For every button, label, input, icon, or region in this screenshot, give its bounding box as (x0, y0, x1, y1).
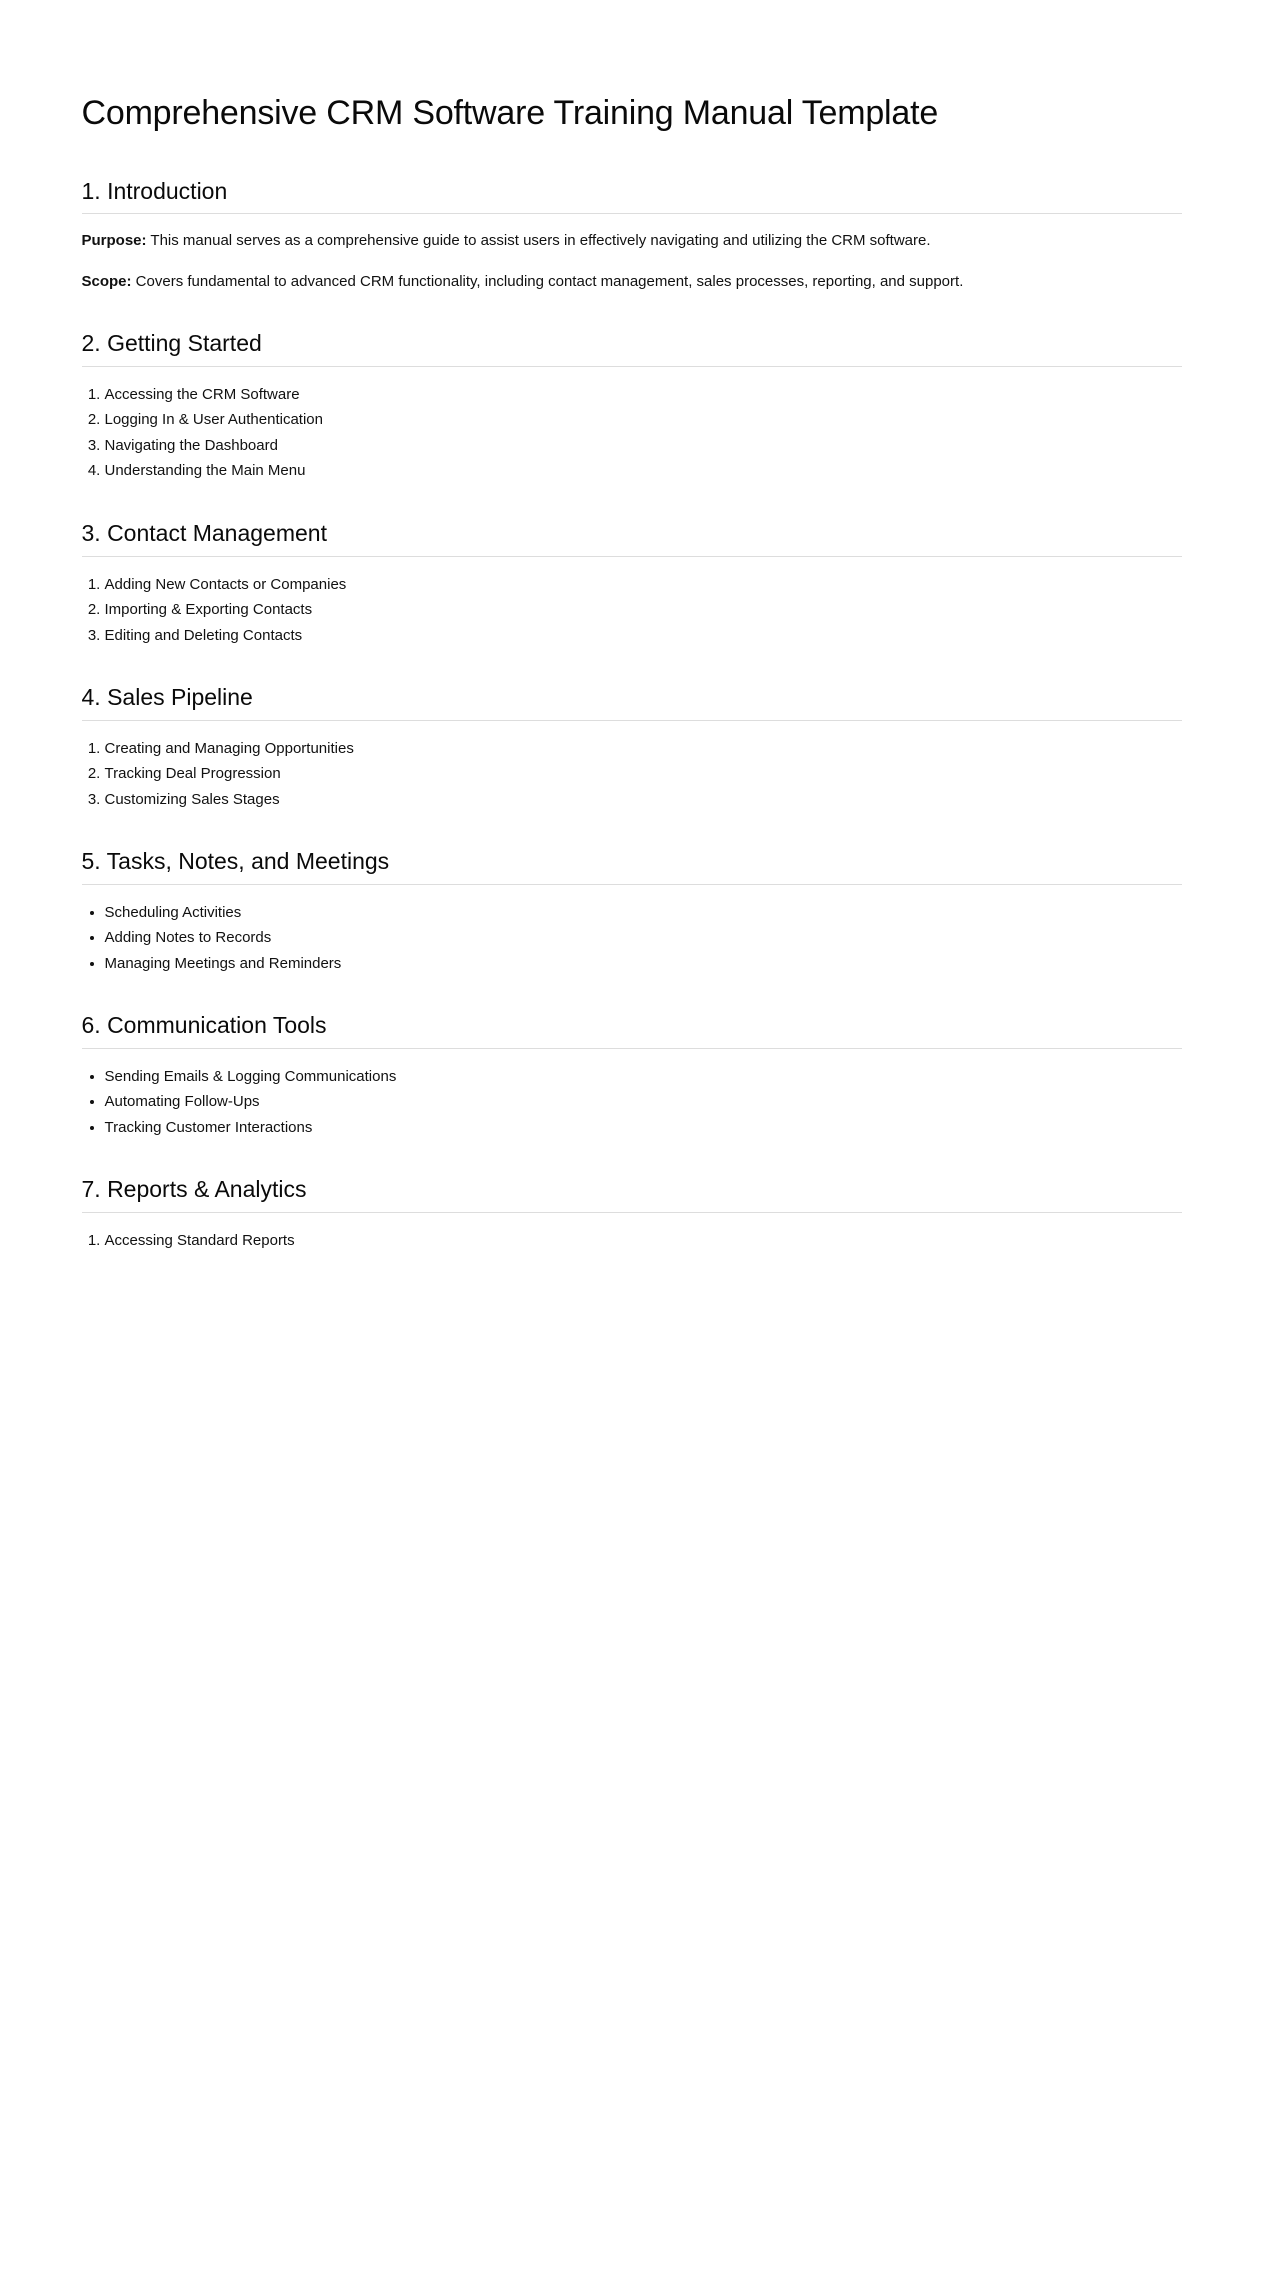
list-item: • Managing Meetings and Reminders (105, 951, 1182, 977)
list-item: 2. Importing & Exporting Contacts (105, 597, 1182, 623)
section-heading: 6. Communication Tools (82, 1012, 1182, 1049)
list-item: 1. Accessing the CRM Software (105, 382, 1182, 408)
document (82, 0, 1182, 1253)
scope-text: Covers fundamental to advanced CRM functionality, including contact management, sales processes, reporting, and support. (131, 273, 964, 291)
section-tasks-notes-meetings (82, 848, 1182, 976)
reports-analytics-list (82, 1228, 1182, 1254)
purpose-paragraph (82, 229, 1182, 253)
list-item: 4. Understanding the Main Menu (105, 458, 1182, 484)
list-item: 3. Customizing Sales Stages (105, 787, 1182, 813)
list-item: 1. Creating and Managing Opportunities (105, 736, 1182, 762)
section-heading: 4. Sales Pipeline (82, 684, 1182, 721)
purpose-label: Purpose: (81, 232, 147, 250)
list-item: 2. Logging In & User Authentication (105, 407, 1182, 433)
contact-management-list (82, 572, 1182, 649)
section-sales-pipeline (82, 684, 1182, 812)
getting-started-list (82, 382, 1182, 484)
section-heading: 5. Tasks, Notes, and Meetings (82, 848, 1182, 885)
purpose-text: This manual serves as a comprehensive guide to assist users in effectively navigating and utilizing the CRM software. (146, 232, 931, 250)
section-heading: 3. Contact Management (82, 520, 1182, 557)
list-item: 3. Navigating the Dashboard (105, 433, 1182, 459)
sales-pipeline-list (82, 736, 1182, 813)
list-item: • Scheduling Activities (105, 900, 1182, 926)
section-heading: 2. Getting Started (82, 330, 1182, 367)
section-heading: 1. Introduction (82, 178, 1182, 215)
scope-label: Scope: (81, 273, 132, 291)
tasks-notes-meetings-list (82, 900, 1182, 977)
list-item: 1. Adding New Contacts or Companies (105, 572, 1182, 598)
page-title: Comprehensive CRM Software Training Manual Template (81, 94, 939, 132)
communication-tools-list (82, 1064, 1182, 1141)
list-item: 2. Tracking Deal Progression (105, 761, 1182, 787)
list-item: • Tracking Customer Interactions (105, 1115, 1182, 1141)
list-item: • Automating Follow-Ups (105, 1089, 1182, 1115)
list-item: 3. Editing and Deleting Contacts (105, 623, 1182, 649)
section-reports-analytics (82, 1176, 1182, 1253)
list-item: • Sending Emails & Logging Communications (105, 1064, 1182, 1090)
list-item: • Adding Notes to Records (105, 925, 1182, 951)
section-getting-started (82, 330, 1182, 484)
section-introduction (82, 178, 1182, 295)
list-item: 1. Accessing Standard Reports (105, 1228, 1182, 1254)
section-heading: 7. Reports & Analytics (82, 1176, 1182, 1213)
section-communication-tools (82, 1012, 1182, 1140)
scope-paragraph (82, 270, 1182, 294)
section-contact-management (82, 520, 1182, 648)
